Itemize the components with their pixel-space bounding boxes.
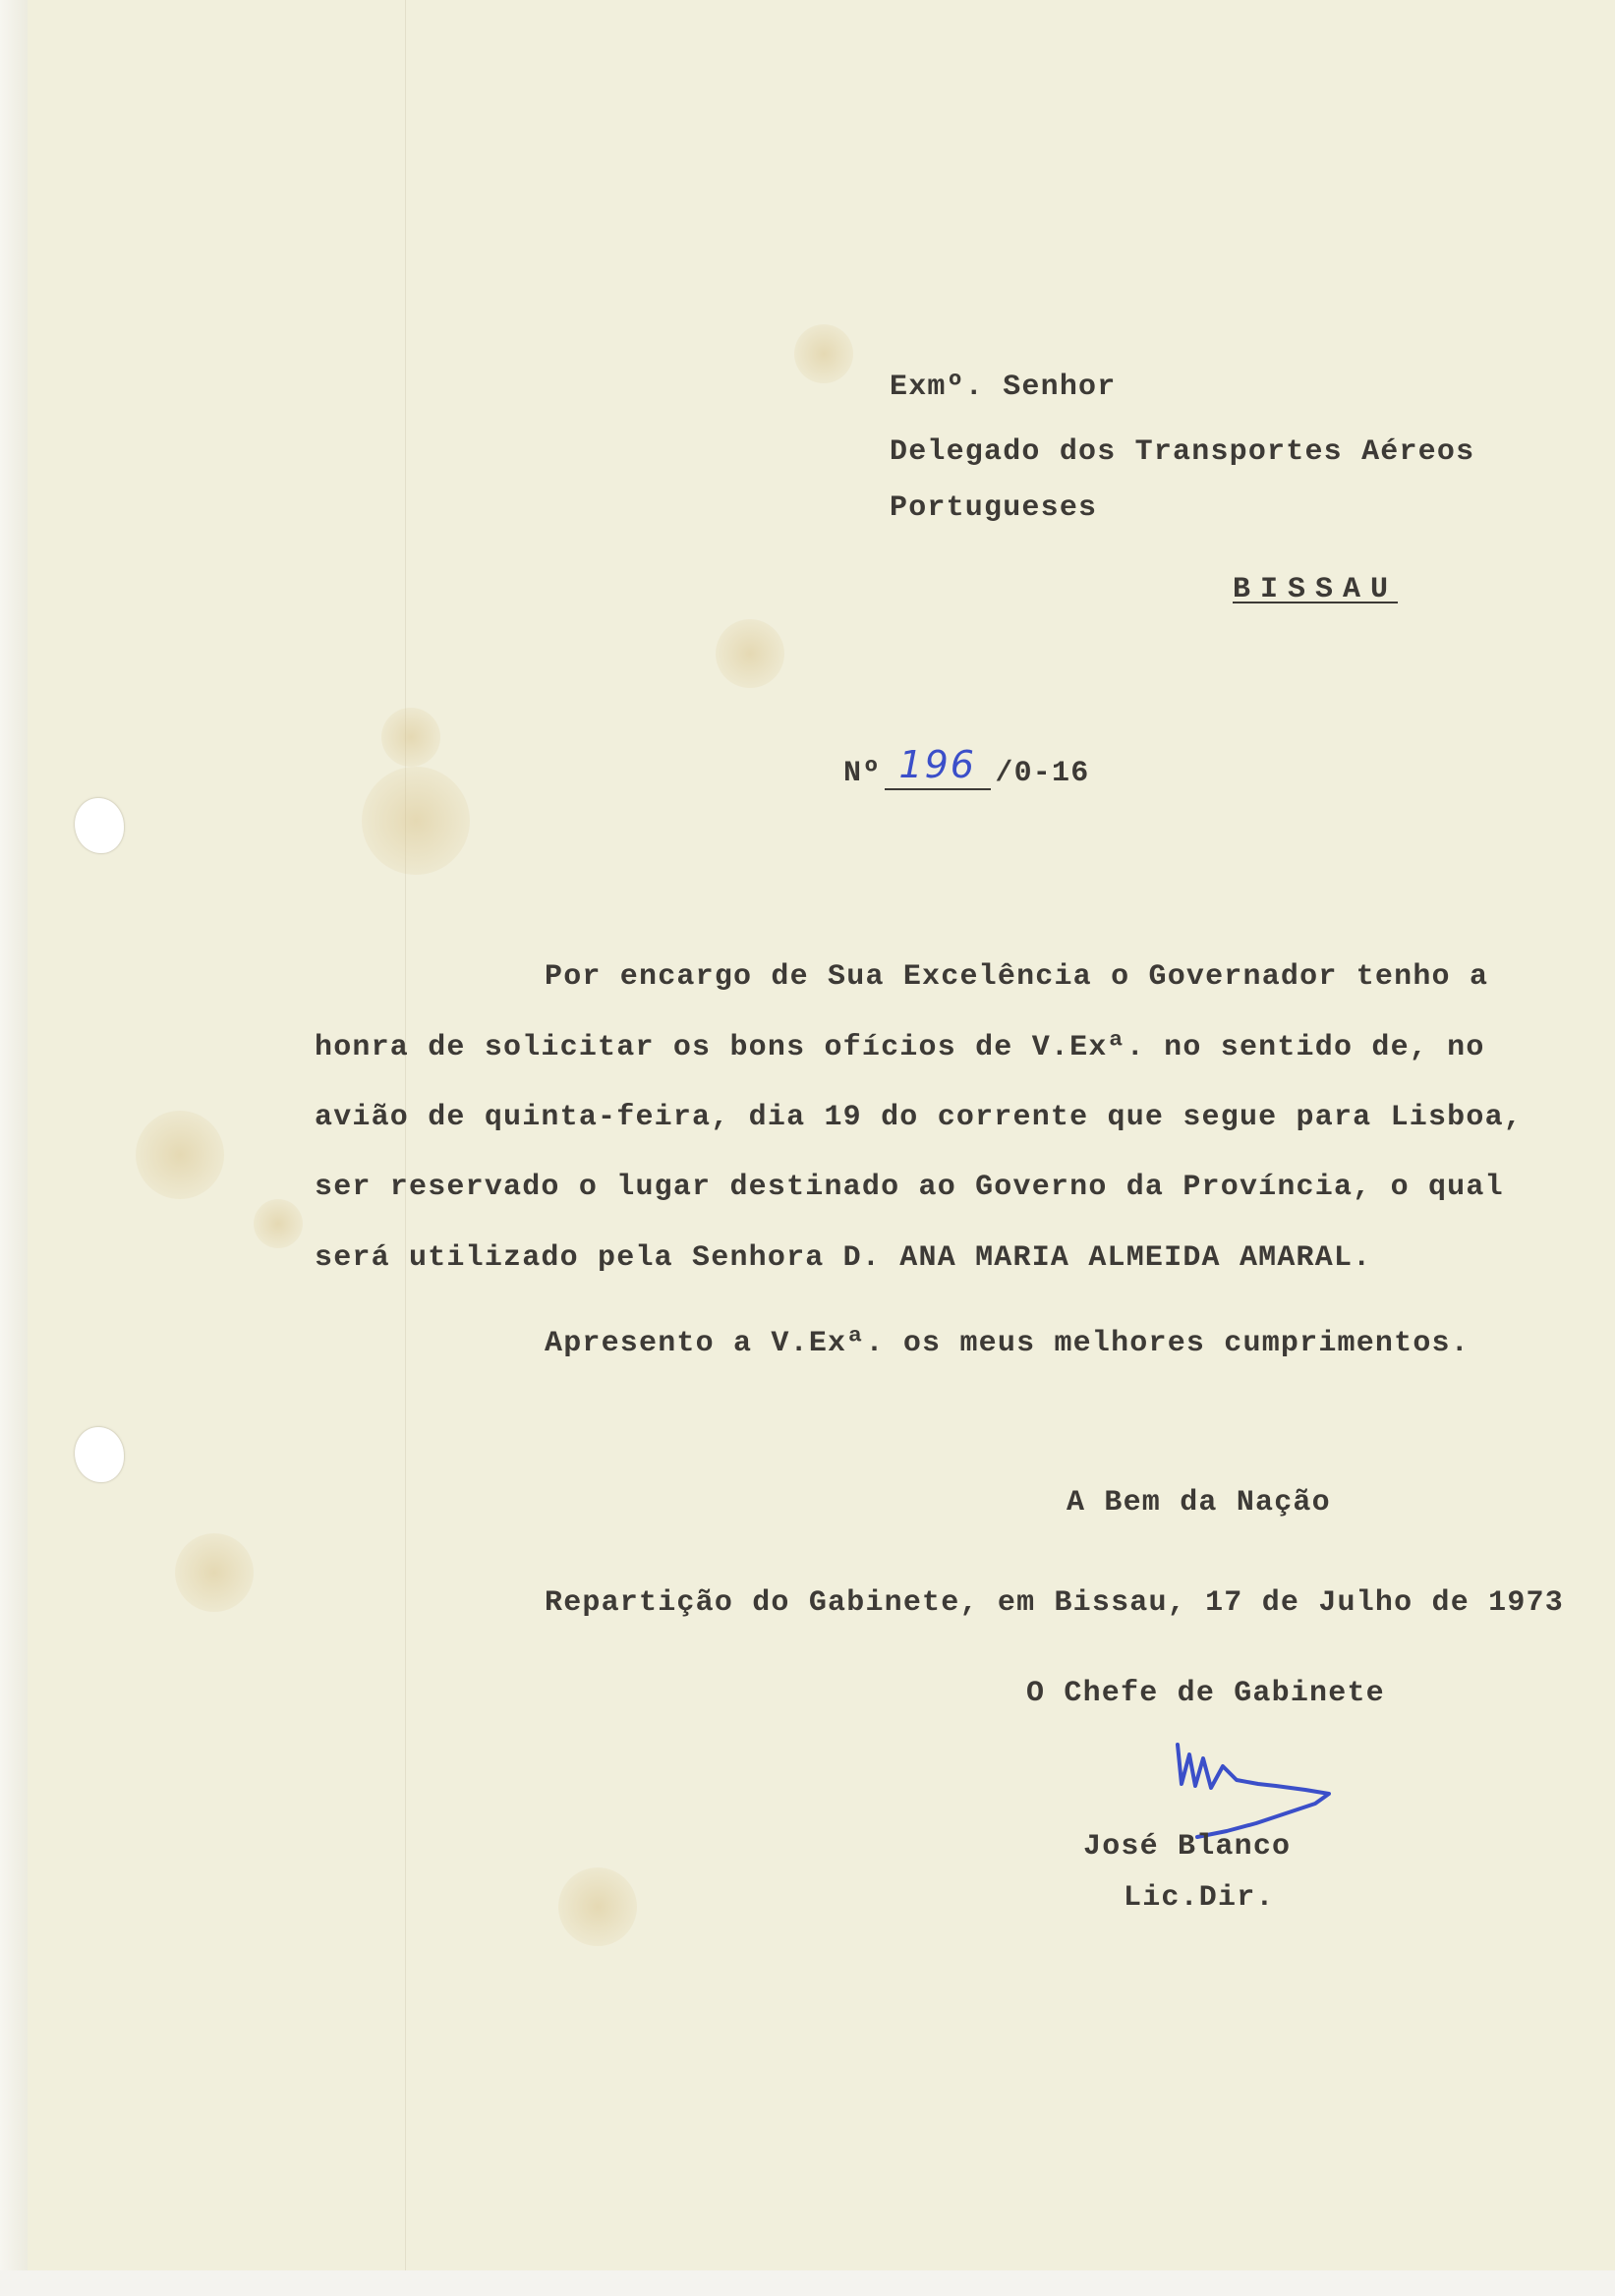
punch-hole <box>75 798 124 853</box>
body-line: ser reservado o lugar destinado ao Governo da Província, o qual <box>315 1171 1504 1204</box>
paper-stain <box>558 1867 637 1946</box>
paper-stain <box>175 1533 254 1612</box>
closing: Apresento a V.Exª. os meus melhores cumprimentos. <box>545 1327 1470 1360</box>
reference-handwritten: 196 <box>898 743 976 786</box>
paper-stain <box>254 1199 303 1248</box>
scan-edge <box>0 0 28 2296</box>
reference-number <box>843 745 1089 790</box>
paper-stain <box>716 619 784 688</box>
signer-name: José Blanco <box>1083 1830 1292 1864</box>
body-line: avião de quinta-feira, dia 19 do corrente que segue para Lisboa, <box>315 1101 1523 1134</box>
recipient-line-1: Delegado dos Transportes Aéreos <box>890 435 1475 469</box>
scan-bottom-edge <box>0 2270 1615 2296</box>
signer-degree: Lic.Dir. <box>1124 1881 1275 1915</box>
punch-hole <box>75 1427 124 1482</box>
recipient-line-2: Portugueses <box>890 491 1098 525</box>
paper-stain <box>381 708 440 767</box>
place-date: Repartição do Gabinete, em Bissau, 17 de Julho de 1973 <box>545 1586 1564 1620</box>
fold-line <box>405 0 406 2270</box>
body-line: será utilizado pela Senhora D. ANA MARIA ALMEIDA AMARAL. <box>315 1241 1372 1275</box>
paper-stain <box>136 1111 224 1199</box>
paper-stain <box>794 324 853 383</box>
reference-blank <box>885 745 991 790</box>
letter-sheet <box>28 0 1615 2270</box>
body-line: honra de solicitar os bons ofícios de V.Exª. no sentido de, no <box>315 1031 1485 1064</box>
signer-title: O Chefe de Gabinete <box>1026 1677 1385 1710</box>
salutation: Exmº. Senhor <box>890 371 1117 404</box>
paper-stain <box>362 767 470 875</box>
body-line: Por encargo de Sua Excelência o Governador tenho a <box>545 960 1489 994</box>
recipient-city: BISSAU <box>1233 573 1399 606</box>
reference-suffix: /0-16 <box>995 757 1090 790</box>
motto: A Bem da Nação <box>1067 1486 1331 1520</box>
reference-prefix: Nº <box>843 757 882 790</box>
